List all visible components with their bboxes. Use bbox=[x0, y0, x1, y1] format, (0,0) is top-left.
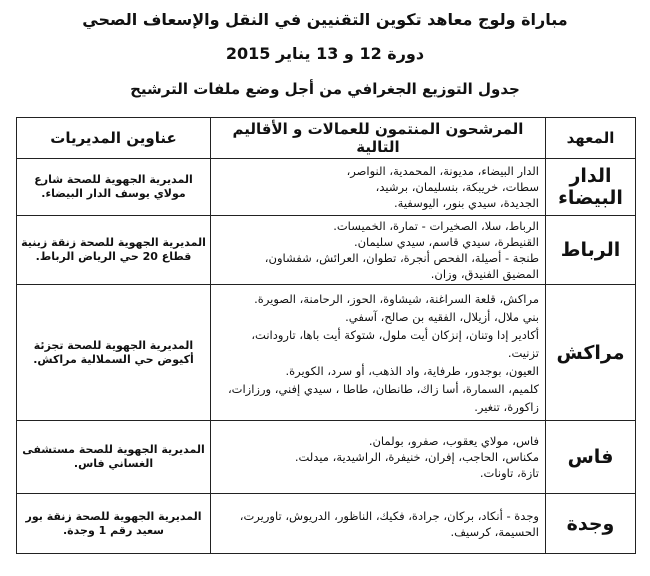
province-line: الرباط، سلا، الصخيرات - تمارة، الخميسات. bbox=[333, 219, 539, 233]
session-dates: دورة 12 و 13 يناير 2015 bbox=[225, 44, 425, 63]
provinces-cell bbox=[211, 494, 546, 554]
table-row bbox=[17, 421, 636, 494]
table-row bbox=[17, 216, 636, 285]
distribution-table bbox=[16, 117, 636, 554]
province-line: الجديدة، سيدي بنور، اليوسفية. bbox=[394, 196, 539, 210]
institute-cell: مراكش bbox=[546, 285, 636, 421]
address-cell: المديرية الجهوية للصحة تجزئة أكيوض حي السملالية مراكش. bbox=[17, 285, 211, 421]
table-caption: جدول التوزيع الجغرافي من أجل وضع ملفات الترشيح bbox=[130, 80, 520, 98]
institute-cell: فاس bbox=[546, 421, 636, 494]
institute-cell: الرباط bbox=[546, 216, 636, 285]
header-addresses: عناوين المديريات bbox=[17, 118, 211, 159]
address-cell: المديرية الجهوية للصحة مستشفى الغساني فاس. bbox=[17, 421, 211, 494]
province-line: كلميم، السمارة، أسا زاك، طانطان، طاطا ، سيدي إفني، ورزازات، bbox=[227, 381, 539, 396]
provinces-cell bbox=[211, 159, 546, 216]
province-line: أكادير إدا وتنان، إنزكان أيت ملول، شتوكة أيت باها، تارودانت، bbox=[251, 327, 539, 342]
province-line: مكناس، الحاجب، إفران، خنيفرة، الراشيدية، ميدلت. bbox=[294, 450, 539, 464]
province-line: وجدة - أنكاد، بركان، جرادة، فكيك، الناظور، الدريوش، تاوريرت، bbox=[239, 508, 539, 523]
province-line: العيون، بوجدور، طرفاية، واد الذهب، أو سرد، الكويرة. bbox=[285, 363, 539, 378]
header-provinces: المرشحون المنتمون للعمالات و الأقاليم التالية bbox=[211, 118, 546, 159]
province-line: القنيطرة، سيدي قاسم، سيدي سليمان. bbox=[353, 235, 539, 249]
province-line: مراكش، قلعة السراغنة، شيشاوة، الحوز، الرحامنة، الصويرة. bbox=[254, 291, 539, 306]
province-line: المضيق الفنيدق، وزان. bbox=[430, 267, 539, 281]
province-line: الدار البيضاء، مديونة، المحمدية، النواصر، bbox=[346, 164, 539, 178]
table-header-row bbox=[17, 118, 636, 159]
document-title: مباراة ولوج معاهد تكوين التقنيين في النقل والإسعاف الصحي bbox=[82, 10, 568, 29]
address-cell: المديرية الجهوية للصحة زنقة زينية قطاع 20 حي الرياض الرباط. bbox=[17, 216, 211, 285]
table-row bbox=[17, 494, 636, 554]
address-cell: المديرية الجهوية للصحة زنقة بور سعيد رقم 1 وجدة. bbox=[17, 494, 211, 554]
province-line: تزنيت. bbox=[507, 345, 539, 360]
provinces-cell bbox=[211, 216, 546, 285]
provinces-cell bbox=[211, 285, 546, 421]
header-institute: المعهد bbox=[546, 118, 636, 159]
province-line: سطات، خريبكة، بنسليمان، برشيد، bbox=[375, 180, 539, 194]
province-line: طنجة - أصيلة، الفحص أنجرة، تطوان، العرائش، شفشاون، bbox=[264, 251, 539, 265]
address-cell: المديرية الجهوية للصحة شارع مولاي يوسف الدار البيضاء. bbox=[17, 159, 211, 216]
province-line: بني ملال، أزيلال، الفقيه بن صالح، آسفي. bbox=[345, 309, 539, 324]
province-line: زاكورة، تنغير. bbox=[474, 399, 539, 414]
table-row bbox=[17, 285, 636, 421]
institute-cell: الدار البيضاء bbox=[546, 159, 636, 216]
provinces-cell bbox=[211, 421, 546, 494]
province-line: تازة، تاونات. bbox=[479, 466, 539, 480]
institute-cell: وجدة bbox=[546, 494, 636, 554]
table-row bbox=[17, 159, 636, 216]
province-line: فاس، مولاي يعقوب، صفرو، بولمان. bbox=[368, 434, 539, 448]
province-line: الحسيمة، كرسيف. bbox=[450, 524, 539, 539]
